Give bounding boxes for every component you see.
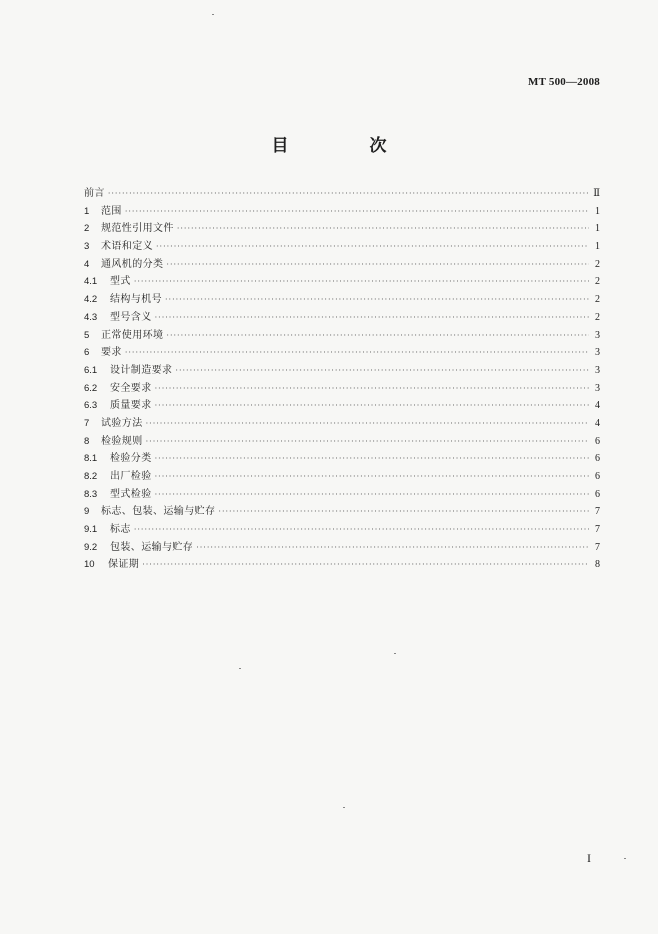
toc-entry-title: 质量要求 bbox=[110, 400, 152, 412]
toc-entry-page: 1 bbox=[595, 205, 600, 217]
dot-leader bbox=[156, 238, 589, 256]
toc-entry-title: 型式检验 bbox=[110, 488, 152, 500]
toc-entry[interactable] bbox=[84, 291, 600, 309]
toc-entry-title: 正常使用环境 bbox=[101, 329, 164, 341]
toc-entry-number: 8.2 bbox=[84, 471, 98, 482]
toc-entry[interactable] bbox=[84, 397, 600, 415]
toc-entry[interactable] bbox=[84, 556, 600, 574]
scan-speck bbox=[239, 668, 241, 669]
dot-leader bbox=[166, 256, 589, 274]
toc-entry[interactable] bbox=[84, 486, 600, 504]
scan-speck bbox=[212, 14, 214, 15]
dot-leader bbox=[155, 397, 589, 415]
toc-entry-page: 2 bbox=[595, 276, 600, 288]
toc-entry-page: 2 bbox=[595, 294, 600, 306]
toc-entry-number: 6 bbox=[84, 347, 90, 359]
standard-code: MT 500—2008 bbox=[528, 76, 600, 88]
toc-entry[interactable] bbox=[84, 539, 600, 557]
toc-entry-page: 1 bbox=[595, 241, 600, 253]
dot-leader bbox=[146, 433, 589, 451]
toc-entry-title: 试验方法 bbox=[101, 417, 143, 429]
toc-entry-number: 4.2 bbox=[84, 294, 98, 306]
toc-entry-number: 3 bbox=[84, 241, 90, 253]
toc-entry-page: 2 bbox=[595, 258, 600, 270]
toc-entry[interactable] bbox=[84, 203, 600, 221]
toc-entry[interactable] bbox=[84, 450, 600, 468]
toc-entry-title: 范围 bbox=[101, 205, 122, 217]
toc-entry[interactable] bbox=[84, 327, 600, 345]
toc-entry-page: 3 bbox=[595, 382, 600, 394]
toc-entry-title: 安全要求 bbox=[110, 382, 152, 394]
dot-leader bbox=[142, 556, 589, 574]
toc-entry[interactable] bbox=[84, 380, 600, 398]
toc-entry-number: 4.1 bbox=[84, 276, 98, 288]
dot-leader bbox=[125, 344, 589, 362]
toc-entry-number: 2 bbox=[84, 223, 90, 235]
toc-entry-number: 6.2 bbox=[84, 382, 98, 394]
toc-entry-page: 1 bbox=[595, 223, 600, 235]
toc-entry-page: 8 bbox=[595, 559, 600, 571]
toc-entry-title: 设计制造要求 bbox=[110, 364, 173, 376]
toc-entry[interactable] bbox=[84, 256, 600, 274]
dot-leader bbox=[218, 503, 589, 521]
table-of-contents bbox=[84, 185, 600, 574]
toc-entry-title: 术语和定义 bbox=[101, 241, 153, 253]
dot-leader bbox=[175, 362, 589, 380]
toc-entry-number: 8.1 bbox=[84, 453, 98, 465]
dot-leader bbox=[108, 185, 589, 203]
scan-speck bbox=[343, 807, 345, 808]
toc-entry-number: 1 bbox=[84, 205, 90, 217]
dot-leader bbox=[155, 450, 589, 468]
dot-leader bbox=[155, 486, 589, 504]
toc-entry-number: 10 bbox=[84, 559, 95, 571]
toc-entry-number: 6.3 bbox=[84, 400, 98, 412]
dot-leader bbox=[165, 291, 589, 309]
dot-leader bbox=[125, 203, 589, 221]
toc-entry-title: 检验规则 bbox=[101, 435, 143, 447]
toc-entry-title: 标志 bbox=[110, 524, 131, 536]
toc-entry-title: 通风机的分类 bbox=[101, 258, 164, 270]
toc-entry-page: 6 bbox=[595, 435, 600, 447]
toc-entry[interactable] bbox=[84, 273, 600, 291]
toc-entry-title: 型式 bbox=[110, 276, 131, 288]
toc-entry-page: 7 bbox=[595, 541, 600, 553]
toc-entry-number: 9.2 bbox=[84, 541, 98, 553]
scan-speck bbox=[624, 858, 626, 859]
toc-entry-page: 7 bbox=[595, 506, 600, 518]
toc-entry-page: Ⅱ bbox=[593, 188, 600, 199]
page-title: 目 次 bbox=[271, 136, 419, 156]
toc-entry-title: 结构与机号 bbox=[110, 294, 162, 306]
toc-entry[interactable] bbox=[84, 220, 600, 238]
dot-leader bbox=[155, 309, 589, 327]
toc-entry[interactable] bbox=[84, 521, 600, 539]
toc-entry[interactable] bbox=[84, 433, 600, 451]
toc-entry-number: 9.1 bbox=[84, 524, 98, 536]
toc-entry-title: 保证期 bbox=[108, 559, 140, 571]
toc-entry-title: 出厂检验 bbox=[110, 471, 152, 482]
toc-entry[interactable] bbox=[84, 309, 600, 327]
toc-entry-page: 6 bbox=[595, 453, 600, 465]
toc-entry[interactable] bbox=[84, 238, 600, 256]
toc-entry-number: 9 bbox=[84, 506, 90, 518]
toc-entry-title: 包装、运输与贮存 bbox=[110, 541, 194, 553]
toc-entry-title: 前言 bbox=[84, 188, 105, 199]
toc-entry-number: 8 bbox=[84, 435, 90, 447]
page-number: I bbox=[587, 851, 591, 865]
toc-entry[interactable] bbox=[84, 468, 600, 486]
dot-leader bbox=[196, 539, 589, 557]
toc-entry-page: 7 bbox=[595, 524, 600, 536]
toc-entry-page: 3 bbox=[595, 364, 600, 376]
toc-entry[interactable] bbox=[84, 344, 600, 362]
toc-entry[interactable] bbox=[84, 415, 600, 433]
dot-leader bbox=[134, 273, 589, 291]
toc-entry-number: 4 bbox=[84, 258, 90, 270]
toc-entry-number: 5 bbox=[84, 329, 90, 341]
toc-entry-title: 检验分类 bbox=[110, 453, 152, 465]
toc-entry-page: 4 bbox=[595, 417, 600, 429]
scan-speck bbox=[394, 653, 396, 654]
toc-entry-title: 型号含义 bbox=[110, 311, 152, 323]
toc-entry-number: 6.1 bbox=[84, 364, 98, 376]
toc-entry-page: 6 bbox=[595, 471, 600, 482]
toc-entry-number: 8.3 bbox=[84, 488, 98, 500]
toc-entry[interactable] bbox=[84, 185, 600, 203]
dot-leader bbox=[166, 327, 589, 345]
toc-entry[interactable] bbox=[84, 503, 600, 521]
dot-leader bbox=[155, 380, 589, 398]
toc-entry-page: 2 bbox=[595, 311, 600, 323]
toc-entry[interactable] bbox=[84, 362, 600, 380]
dot-leader bbox=[155, 468, 589, 486]
dot-leader bbox=[146, 415, 589, 433]
toc-entry-page: 3 bbox=[595, 347, 600, 359]
toc-entry-number: 4.3 bbox=[84, 311, 98, 323]
toc-entry-number: 7 bbox=[84, 417, 90, 429]
toc-entry-title: 标志、包装、运输与贮存 bbox=[101, 506, 216, 518]
toc-entry-page: 4 bbox=[595, 400, 600, 412]
toc-entry-page: 6 bbox=[595, 488, 600, 500]
dot-leader bbox=[177, 220, 589, 238]
toc-entry-page: 3 bbox=[595, 329, 600, 341]
toc-entry-title: 要求 bbox=[101, 347, 122, 359]
dot-leader bbox=[134, 521, 589, 539]
toc-entry-title: 规范性引用文件 bbox=[101, 223, 174, 235]
